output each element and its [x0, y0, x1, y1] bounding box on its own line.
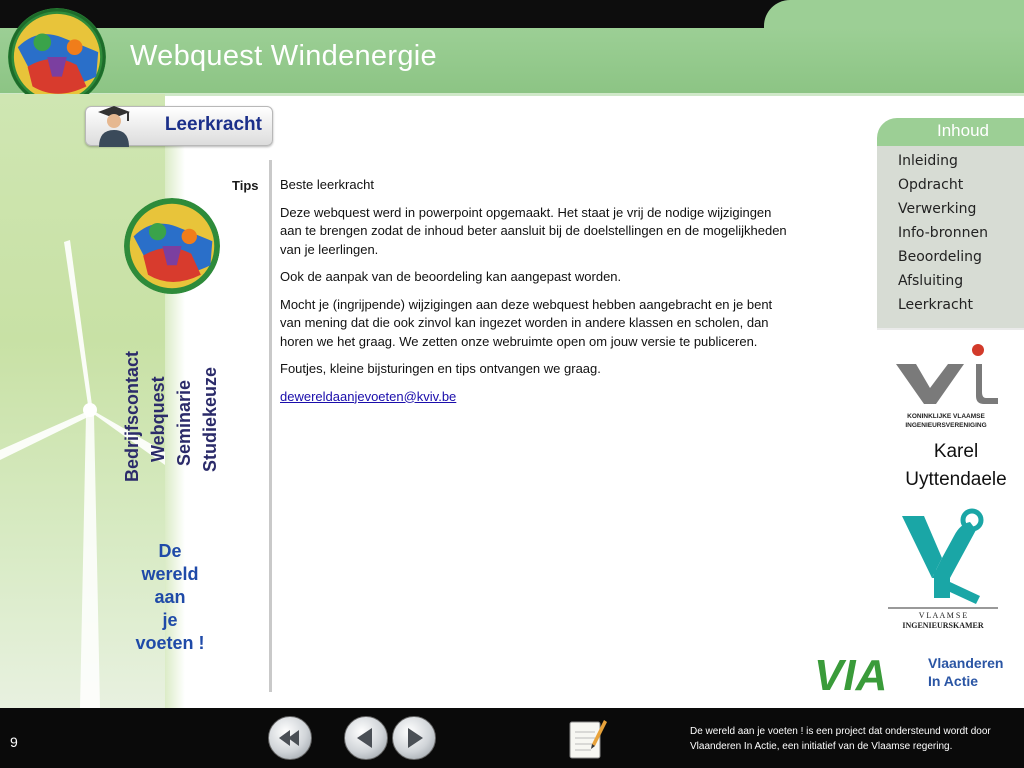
footer-note: De wereld aan je voeten ! is een project dat ondersteund wordt door Vlaanderen In Actie, een initiatief van de Vlaamse regering. — [690, 726, 991, 752]
nav-item-inleiding[interactable]: Inleiding — [898, 153, 958, 169]
vik-line2: INGENIEURSKAMER — [902, 621, 984, 630]
term-seminarie: Seminarie — [174, 379, 194, 466]
term-webquest: Webquest — [148, 376, 168, 462]
via-line1: Vlaanderen — [928, 655, 1004, 671]
slogan-line: wereld — [141, 564, 199, 584]
author-first-name: Karel — [933, 441, 979, 462]
vik-logo — [884, 508, 1002, 634]
project-logo-small — [124, 198, 220, 294]
author-last-name: Uyttendaele — [905, 469, 1007, 490]
nav-item-afsluiting[interactable]: Afsluiting — [898, 273, 964, 289]
author-name — [892, 438, 1020, 494]
slogan-line: voeten ! — [135, 633, 205, 653]
paragraph: Deze webquest werd in powerpoint opgemaakt. Het staat je vrij de nodige wijzigingen aan te brengen zodat de inhoud beter aansluit bij de doelstellingen en de mogelijkheden van je leerlingen. — [280, 204, 787, 257]
paragraph: Mocht je (ingrijpende) wijzigingen aan deze webquest hebben aangebracht en je bent van mening dat die ook zinvol kan ingezet worden in andere klassen en scholen, dan horen we het graag. We zetten onze webruimte open om jouw versie te publiceren. — [280, 296, 773, 349]
notes-button[interactable] — [566, 716, 608, 760]
nav-heading-tab — [877, 118, 1024, 146]
term-studiekeuze: Studiekeuze — [200, 366, 220, 472]
kviv-line1: KONINKLIJKE VLAAMSE — [907, 413, 985, 420]
vik-line1: V L A A M S E — [918, 611, 968, 620]
via-mark: VIA — [814, 651, 888, 698]
role-badge-label: Leerkracht — [164, 114, 262, 135]
header-tab-shape — [764, 0, 1024, 30]
nav-divider — [877, 328, 1024, 330]
nav-item-opdracht[interactable]: Opdracht — [898, 177, 964, 193]
nav-item-verwerking[interactable]: Verwerking — [898, 201, 977, 217]
previous-slide-button[interactable] — [344, 716, 388, 760]
rewind-icon — [269, 717, 311, 759]
vertical-terms — [118, 320, 228, 490]
teacher-icon — [94, 103, 134, 147]
paragraph: Ook de aanpak van de beoordeling kan aangepast worden. — [280, 269, 622, 284]
nav-item-beoordeling[interactable]: Beoordeling — [898, 249, 982, 265]
via-line2: In Actie — [928, 673, 979, 689]
arrow-right-icon — [393, 717, 435, 759]
project-logo — [8, 8, 106, 106]
slogan — [120, 540, 220, 655]
term-bedrijfscontact: Bedrijfscontact — [122, 350, 142, 482]
slogan-line: aan — [154, 587, 186, 607]
first-slide-button[interactable] — [268, 716, 312, 760]
kviv-line2: INGENIEURSVERENIGING — [905, 422, 987, 429]
email-link[interactable]: dewereldaanjevoeten@kviv.be — [280, 388, 457, 404]
next-slide-button[interactable] — [392, 716, 436, 760]
nav-item-info-bronnen[interactable]: Info-bronnen — [898, 225, 988, 241]
nav-item-leerkracht[interactable]: Leerkracht — [898, 297, 974, 313]
main-content — [280, 176, 790, 415]
top-black-bar — [0, 0, 1024, 28]
nav-heading: Inhoud — [937, 121, 989, 140]
slide-number: 9 — [10, 734, 18, 750]
slogan-line: De — [158, 541, 182, 561]
vlaanderen-in-actie-logo — [812, 648, 1016, 698]
right-spacer — [795, 150, 877, 710]
nav-menu — [877, 146, 1024, 328]
tips-label: Tips — [232, 178, 259, 193]
role-badge — [85, 106, 273, 146]
arrow-left-icon — [345, 717, 387, 759]
content-divider — [269, 160, 272, 692]
slogan-line: je — [162, 610, 178, 630]
paragraph: Foutjes, kleine bijsturingen en tips ontvangen we graag. — [280, 361, 601, 376]
page-title: Webquest Windenergie — [130, 40, 437, 72]
greeting: Beste leerkracht — [280, 177, 374, 192]
kviv-logo — [890, 342, 1002, 432]
